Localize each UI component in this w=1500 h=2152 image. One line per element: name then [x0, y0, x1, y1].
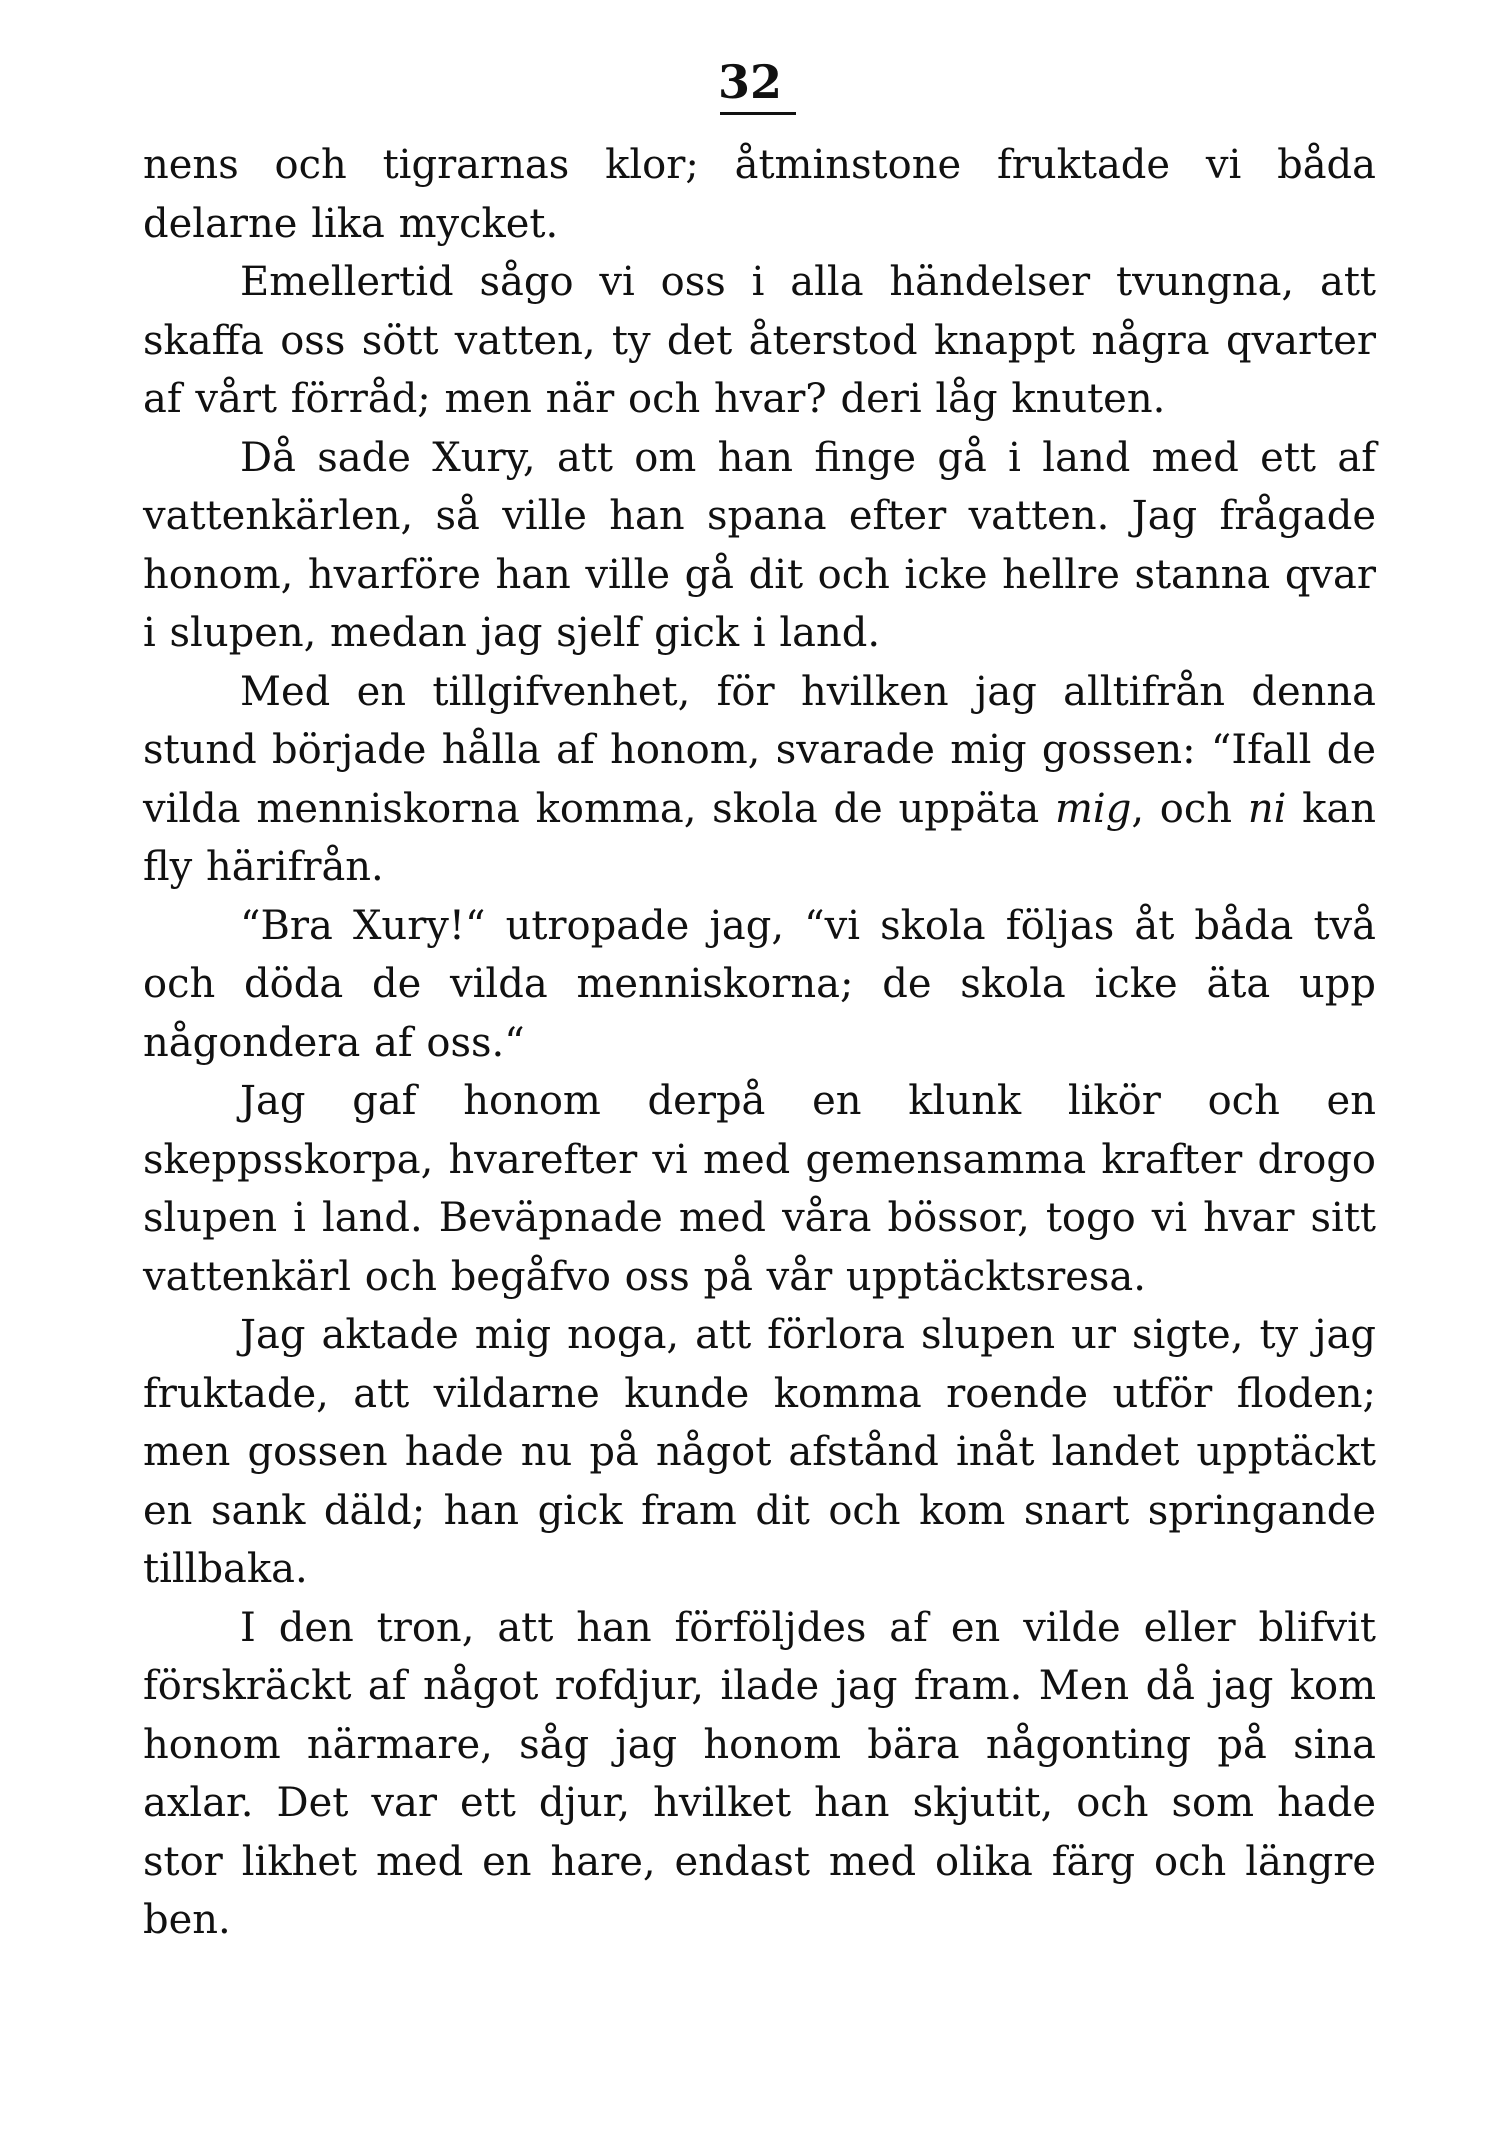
paragraph-8: I den tron, att han förföljdes af en vilde eller blifvit förskräckt af något rofdjur, ilade jag fram. Men då jag kom honom närmare, såg jag honom bära någonting på sina axlar. Det var ett djur, hvilket han skjutit, och som hade stor likhet med en hare, endast med olika färg och längre ben. [143, 1604, 1376, 1943]
paragraph-4 [143, 663, 1376, 897]
paragraph-6: Jag gaf honom derpå en klunk likör och en skeppsskorpa, hvarefter vi med gemensamma krafter drogo slupen i land. Beväpnade med våra bössor, togo vi hvar sitt vattenkärl och begåfvo oss på vår upptäcktsresa. [143, 1078, 1376, 1300]
paragraph-5: “Bra Xury!“ utropade jag, “vi skola följas åt båda två och döda de vilda menniskorna; de skola icke äta upp någondera af oss.“ [143, 902, 1376, 1066]
paragraph-4-emphasis-ni: ni [1247, 785, 1287, 832]
paragraph-7: Jag aktade mig noga, att förlora slupen ur sigte, ty jag fruktade, att vildarne kunde komma roende utför floden; men gossen hade nu på något afstånd inåt landet upptäckt en sank däld; han gick fram dit och kom snart springande tillbaka. [143, 1312, 1376, 1592]
page-body [143, 136, 1376, 1950]
paragraph-2: Emellertid sågo vi oss i alla händelser tvungna, att skaffa oss sött vatten, ty det återstod knappt några qvarter af vårt förråd; men när och hvar? deri låg knuten. [143, 259, 1376, 422]
page-number-rule [720, 112, 796, 115]
paragraph-1: nens och tigrarnas klor; åtminstone fruktade vi båda delarne lika mycket. [143, 142, 1376, 247]
paragraph-3: Då sade Xury, att om han finge gå i land med ett af vattenkärlen, så ville han spana efter vatten. Jag frågade honom, hvarföre han ville gå dit och icke hellre stanna qvar i slupen, medan jag sjelf gick i land. [143, 434, 1376, 656]
paragraph-4-emphasis-mig: mig [1055, 785, 1132, 832]
page-number: 32 [717, 55, 782, 109]
paragraph-4-text-middle: , och [1131, 785, 1248, 832]
paragraph-4-text-before: Med en tillgifvenhet, för hvilken jag alltifrån denna stund började hålla af honom, svarade mig gossen: “Ifall de vilda menniskorna komma, skola de uppäta [143, 668, 1376, 832]
paragraph-4-text-after: kan fly härifrån. [143, 785, 1377, 890]
